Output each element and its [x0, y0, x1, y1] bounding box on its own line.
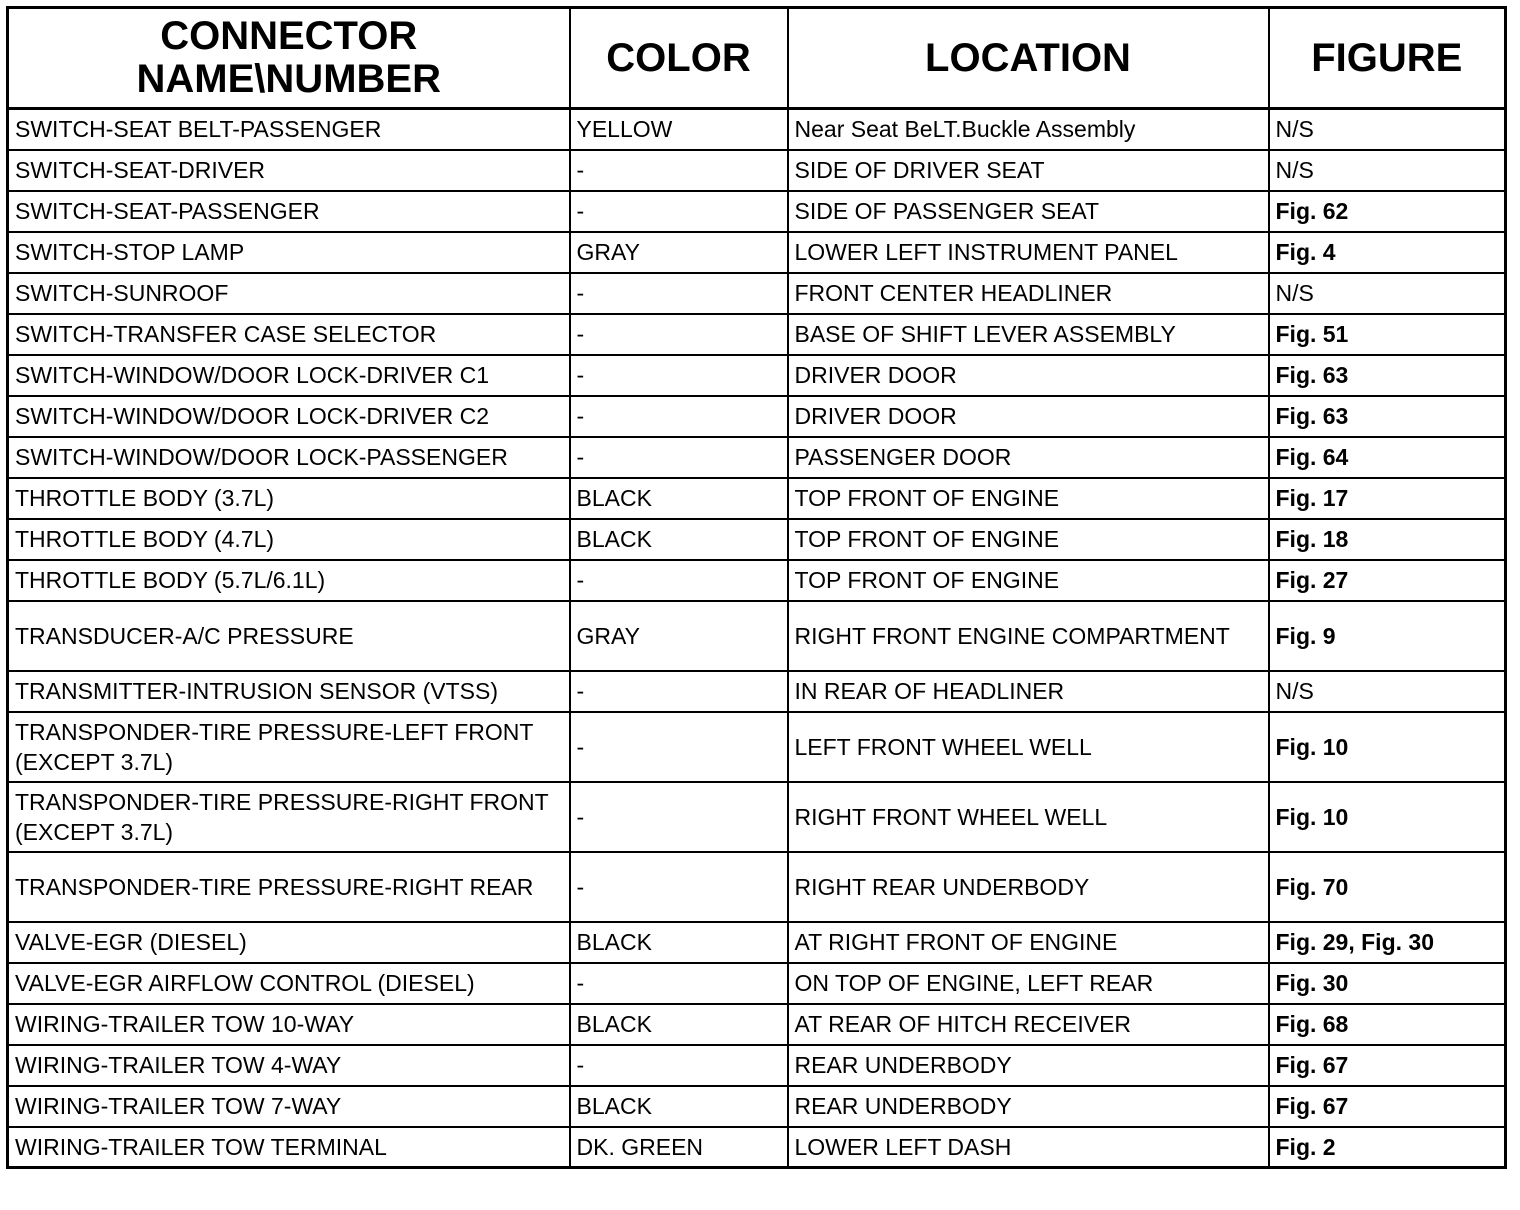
table-row — [8, 1045, 1506, 1086]
color-cell: BLACK — [570, 1004, 788, 1045]
figure-cell: Fig. 2 — [1269, 1127, 1506, 1168]
connector-name-cell: THROTTLE BODY (4.7L) — [8, 519, 570, 560]
location-cell: TOP FRONT OF ENGINE — [788, 560, 1269, 601]
table-row — [8, 852, 1506, 922]
location-cell: Near Seat BeLT.Buckle Assembly — [788, 109, 1269, 150]
connector-name-cell: VALVE-EGR AIRFLOW CONTROL (DIESEL) — [8, 963, 570, 1004]
color-cell: - — [570, 671, 788, 712]
connector-name-cell: SWITCH-WINDOW/DOOR LOCK-DRIVER C2 — [8, 396, 570, 437]
figure-cell: Fig. 18 — [1269, 519, 1506, 560]
location-cell: BASE OF SHIFT LEVER ASSEMBLY — [788, 314, 1269, 355]
table-row — [8, 671, 1506, 712]
color-cell: YELLOW — [570, 109, 788, 150]
figure-cell: Fig. 68 — [1269, 1004, 1506, 1045]
color-cell: - — [570, 314, 788, 355]
location-cell: RIGHT FRONT ENGINE COMPARTMENT — [788, 601, 1269, 671]
table-row — [8, 314, 1506, 355]
location-cell: REAR UNDERBODY — [788, 1045, 1269, 1086]
table-row — [8, 273, 1506, 314]
location-cell: RIGHT FRONT WHEEL WELL — [788, 782, 1269, 852]
figure-cell: Fig. 9 — [1269, 601, 1506, 671]
connector-name-cell: SWITCH-WINDOW/DOOR LOCK-PASSENGER — [8, 437, 570, 478]
color-cell: - — [570, 963, 788, 1004]
connector-name-cell: SWITCH-WINDOW/DOOR LOCK-DRIVER C1 — [8, 355, 570, 396]
figure-cell: Fig. 70 — [1269, 852, 1506, 922]
color-cell: BLACK — [570, 1086, 788, 1127]
location-cell: REAR UNDERBODY — [788, 1086, 1269, 1127]
color-cell: - — [570, 396, 788, 437]
table-row — [8, 1127, 1506, 1168]
color-cell: - — [570, 782, 788, 852]
table-row — [8, 437, 1506, 478]
location-cell: AT REAR OF HITCH RECEIVER — [788, 1004, 1269, 1045]
location-cell: LEFT FRONT WHEEL WELL — [788, 712, 1269, 782]
figure-cell: Fig. 29, Fig. 30 — [1269, 922, 1506, 963]
figure-cell: Fig. 64 — [1269, 437, 1506, 478]
table-row — [8, 355, 1506, 396]
location-cell: LOWER LEFT DASH — [788, 1127, 1269, 1168]
location-cell: SIDE OF PASSENGER SEAT — [788, 191, 1269, 232]
figure-cell: N/S — [1269, 273, 1506, 314]
table-row — [8, 191, 1506, 232]
location-cell: TOP FRONT OF ENGINE — [788, 519, 1269, 560]
connector-name-cell: SWITCH-STOP LAMP — [8, 232, 570, 273]
table-row — [8, 396, 1506, 437]
location-cell: DRIVER DOOR — [788, 355, 1269, 396]
figure-cell: N/S — [1269, 671, 1506, 712]
color-cell: - — [570, 1045, 788, 1086]
figure-cell: Fig. 27 — [1269, 560, 1506, 601]
color-cell: GRAY — [570, 601, 788, 671]
connector-name-cell: TRANSPONDER-TIRE PRESSURE-RIGHT REAR — [8, 852, 570, 922]
table-row — [8, 1086, 1506, 1127]
figure-cell: Fig. 67 — [1269, 1086, 1506, 1127]
connector-name-cell: SWITCH-SEAT BELT-PASSENGER — [8, 109, 570, 150]
color-cell: DK. GREEN — [570, 1127, 788, 1168]
figure-cell: Fig. 63 — [1269, 396, 1506, 437]
header-color: COLOR — [570, 8, 788, 109]
location-cell: RIGHT REAR UNDERBODY — [788, 852, 1269, 922]
header-connector-name: CONNECTOR NAME\NUMBER — [8, 8, 570, 109]
table-row — [8, 519, 1506, 560]
location-cell: ON TOP OF ENGINE, LEFT REAR — [788, 963, 1269, 1004]
header-location: LOCATION — [788, 8, 1269, 109]
location-cell: IN REAR OF HEADLINER — [788, 671, 1269, 712]
figure-cell: N/S — [1269, 109, 1506, 150]
connector-name-cell: TRANSPONDER-TIRE PRESSURE-RIGHT FRONT (EXCEPT 3.7L) — [8, 782, 570, 852]
connector-name-cell: WIRING-TRAILER TOW 7-WAY — [8, 1086, 570, 1127]
connector-name-cell: SWITCH-SEAT-DRIVER — [8, 150, 570, 191]
table-row — [8, 478, 1506, 519]
color-cell: GRAY — [570, 232, 788, 273]
figure-cell: Fig. 17 — [1269, 478, 1506, 519]
connector-name-cell: WIRING-TRAILER TOW 10-WAY — [8, 1004, 570, 1045]
connector-name-cell: SWITCH-SEAT-PASSENGER — [8, 191, 570, 232]
table-row — [8, 109, 1506, 150]
color-cell: - — [570, 560, 788, 601]
table-row — [8, 150, 1506, 191]
location-cell: DRIVER DOOR — [788, 396, 1269, 437]
figure-cell: Fig. 10 — [1269, 782, 1506, 852]
figure-cell: Fig. 30 — [1269, 963, 1506, 1004]
header-figure: FIGURE — [1269, 8, 1506, 109]
header-row — [8, 8, 1506, 109]
connector-name-cell: THROTTLE BODY (5.7L/6.1L) — [8, 560, 570, 601]
connector-name-cell: WIRING-TRAILER TOW TERMINAL — [8, 1127, 570, 1168]
figure-cell: Fig. 4 — [1269, 232, 1506, 273]
figure-cell: Fig. 62 — [1269, 191, 1506, 232]
location-cell: AT RIGHT FRONT OF ENGINE — [788, 922, 1269, 963]
table-row — [8, 782, 1506, 852]
color-cell: - — [570, 712, 788, 782]
figure-cell: Fig. 63 — [1269, 355, 1506, 396]
connector-name-cell: TRANSDUCER-A/C PRESSURE — [8, 601, 570, 671]
table-row — [8, 712, 1506, 782]
location-cell: PASSENGER DOOR — [788, 437, 1269, 478]
table-row — [8, 232, 1506, 273]
location-cell: FRONT CENTER HEADLINER — [788, 273, 1269, 314]
connector-name-cell: TRANSPONDER-TIRE PRESSURE-LEFT FRONT (EXCEPT 3.7L) — [8, 712, 570, 782]
connector-name-cell: WIRING-TRAILER TOW 4-WAY — [8, 1045, 570, 1086]
figure-cell: Fig. 51 — [1269, 314, 1506, 355]
color-cell: - — [570, 150, 788, 191]
location-cell: LOWER LEFT INSTRUMENT PANEL — [788, 232, 1269, 273]
connector-name-cell: VALVE-EGR (DIESEL) — [8, 922, 570, 963]
table-header — [8, 8, 1506, 109]
table-row — [8, 560, 1506, 601]
color-cell: - — [570, 852, 788, 922]
color-cell: BLACK — [570, 478, 788, 519]
color-cell: - — [570, 191, 788, 232]
color-cell: BLACK — [570, 519, 788, 560]
table-row — [8, 601, 1506, 671]
color-cell: - — [570, 273, 788, 314]
connector-table — [6, 6, 1507, 1169]
connector-name-cell: TRANSMITTER-INTRUSION SENSOR (VTSS) — [8, 671, 570, 712]
connector-name-cell: THROTTLE BODY (3.7L) — [8, 478, 570, 519]
color-cell: - — [570, 437, 788, 478]
figure-cell: Fig. 10 — [1269, 712, 1506, 782]
figure-cell: N/S — [1269, 150, 1506, 191]
color-cell: - — [570, 355, 788, 396]
table-row — [8, 1004, 1506, 1045]
figure-cell: Fig. 67 — [1269, 1045, 1506, 1086]
table-body — [8, 109, 1506, 1168]
table-row — [8, 922, 1506, 963]
connector-name-cell: SWITCH-TRANSFER CASE SELECTOR — [8, 314, 570, 355]
table-row — [8, 963, 1506, 1004]
location-cell: SIDE OF DRIVER SEAT — [788, 150, 1269, 191]
connector-name-cell: SWITCH-SUNROOF — [8, 273, 570, 314]
color-cell: BLACK — [570, 922, 788, 963]
location-cell: TOP FRONT OF ENGINE — [788, 478, 1269, 519]
